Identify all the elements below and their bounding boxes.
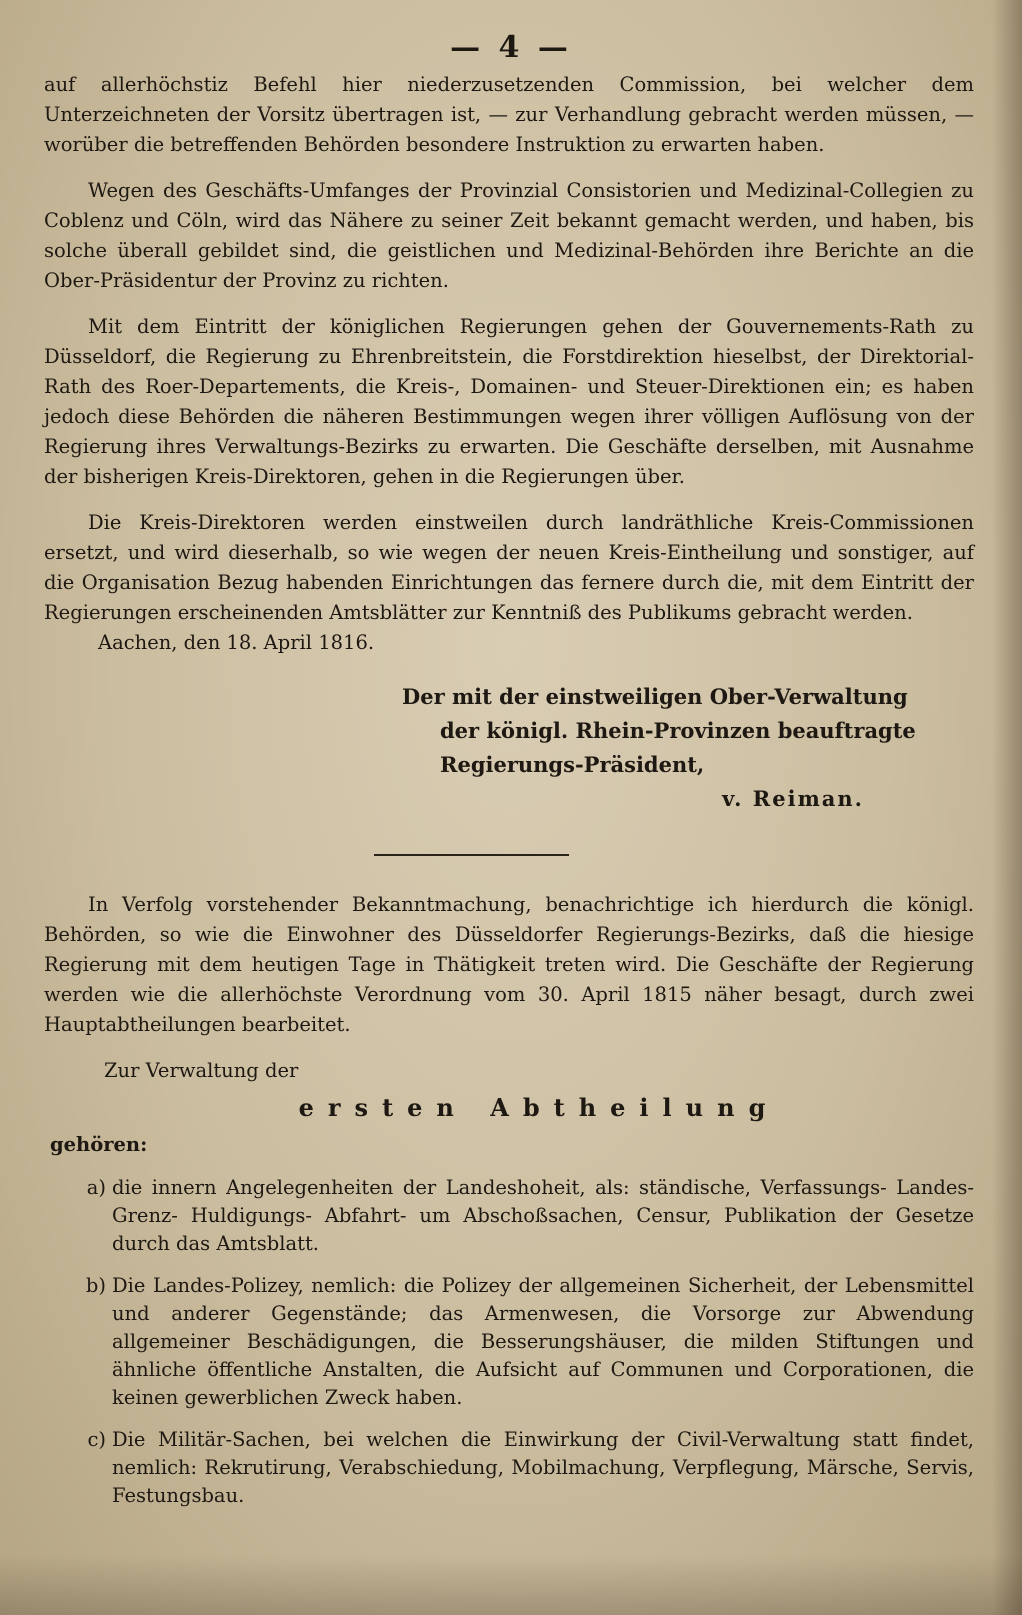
page-number: — 4 — (450, 30, 572, 65)
signature-line-1: Der mit der einstweiligen Ober-Verwaltung (402, 684, 908, 709)
section-title: ersten Abtheilung (298, 1093, 780, 1122)
section-divider (374, 854, 569, 856)
page-edge-shadow (992, 0, 1022, 1615)
section-gehoeren: gehören: (50, 1133, 148, 1156)
list-item-a (44, 1174, 974, 1258)
signature-line-3: Regierungs-Präsident, (440, 752, 705, 777)
list-item-text: Die Militär-Sachen, bei welchen die Einwirkung der Civil-Verwaltung statt findet, nemlich: Rekrutirung, Verabschiedung, Mobilmachung, Verpflegung, Märsche, Servis, Festungsbau. (112, 1428, 974, 1507)
page-bottom-shadow (0, 1555, 1022, 1615)
list-item-c (44, 1426, 974, 1510)
list-item-b (44, 1272, 974, 1412)
section-lead: Zur Verwaltung der (104, 1059, 299, 1082)
signature-name: v. Reiman. (722, 786, 864, 811)
paragraph-district-directors: Die Kreis-Direktoren werden einstweilen durch landräthliche Kreis-Commissionen ersetzt, und wird dieserhalb, so wie wegen der neuen Kreis-Eintheilung und sonstiger, auf die Organisation Bezug habenden Einrichtungen das fernere durch die, mit dem Eintritt der Regierungen erscheinenden Amtsblätter zur Kenntniß des Publikums gebracht werden. (44, 511, 974, 624)
paragraph-consistories: Wegen des Geschäfts-Umfanges der Provinzial Consistorien und Medizinal-Collegien zu Coblenz und Cöln, wird das Nähere zu seiner Zeit bekannt gemacht werden, und haben, bis solche überall gebildet sind, die geistlichen und Medizinal-Behörden ihre Berichte an die Ober-Präsidentur der Provinz zu richten. (44, 179, 974, 292)
page-content (44, 70, 974, 1510)
list-marker: a) (86, 1176, 106, 1199)
list-item-text: die innern Angelegenheiten der Landeshoheit, als: ständische, Verfassungs- Landes- Grenz- Huldigungs- Abfahrt- um Abschoßsachen, Censur, Publikation der Gesetze durch das Amtsblatt. (112, 1176, 974, 1255)
list-marker: c) (87, 1428, 106, 1451)
signature-block (402, 680, 974, 816)
paragraph-notice: In Verfolg vorstehender Bekanntmachung, benachrichtige ich hierdurch die königl. Behörden, so wie die Einwohner des Düsseldorfer Regierungs-Bezirks, daß die hiesige Regierung mit dem heutigen Tage in Thätigkeit treten wird. Die Geschäfte der Regierung werden wie die allerhöchste Verordnung vom 30. April 1815 näher besagt, durch zwei Hauptabtheilungen bearbeitet. (44, 893, 974, 1036)
signature-line-2: der königl. Rhein-Provinzen beauftragte (440, 718, 916, 743)
list-item-text: Die Landes-Polizey, nemlich: die Polizey der allgemeinen Sicherheit, der Lebensmittel und anderer Gegenstände; das Armenwesen, die Vorsorge zur Abwendung allgemeiner Beschädigungen, die Besserungshäuser, die milden Stiftungen und ähnliche öffentliche Anstalten, die Aufsicht auf Communen und Corporationen, die keinen gewerblichen Zweck haben. (112, 1274, 974, 1409)
dateline: Aachen, den 18. April 1816. (98, 631, 375, 654)
list-marker: b) (85, 1274, 106, 1297)
paragraph-continuation: auf allerhöchstiz Befehl hier niederzusetzenden Commission, bei welcher dem Unterzeichneten der Vorsitz übertragen ist, — zur Verhandlung gebracht werden müssen, — worüber die betreffenden Behörden besondere Instruktion zu erwarten haben. (44, 73, 974, 156)
paragraph-governments: Mit dem Eintritt der königlichen Regierungen gehen der Gouvernements-Rath zu Düsseldorf, die Regierung zu Ehrenbreitstein, die Forstdirektion hieselbst, der Direktorial-Rath des Roer-Departements, die Kreis-, Domainen- und Steuer-Direktionen ein; es haben jedoch diese Behörden die näheren Bestimmungen wegen ihrer völligen Auflösung von der Regierung ihres Verwaltungs-Bezirks zu erwarten. Die Geschäfte derselben, mit Ausnahme der bisherigen Kreis-Direktoren, gehen in die Regierungen über. (44, 315, 974, 488)
